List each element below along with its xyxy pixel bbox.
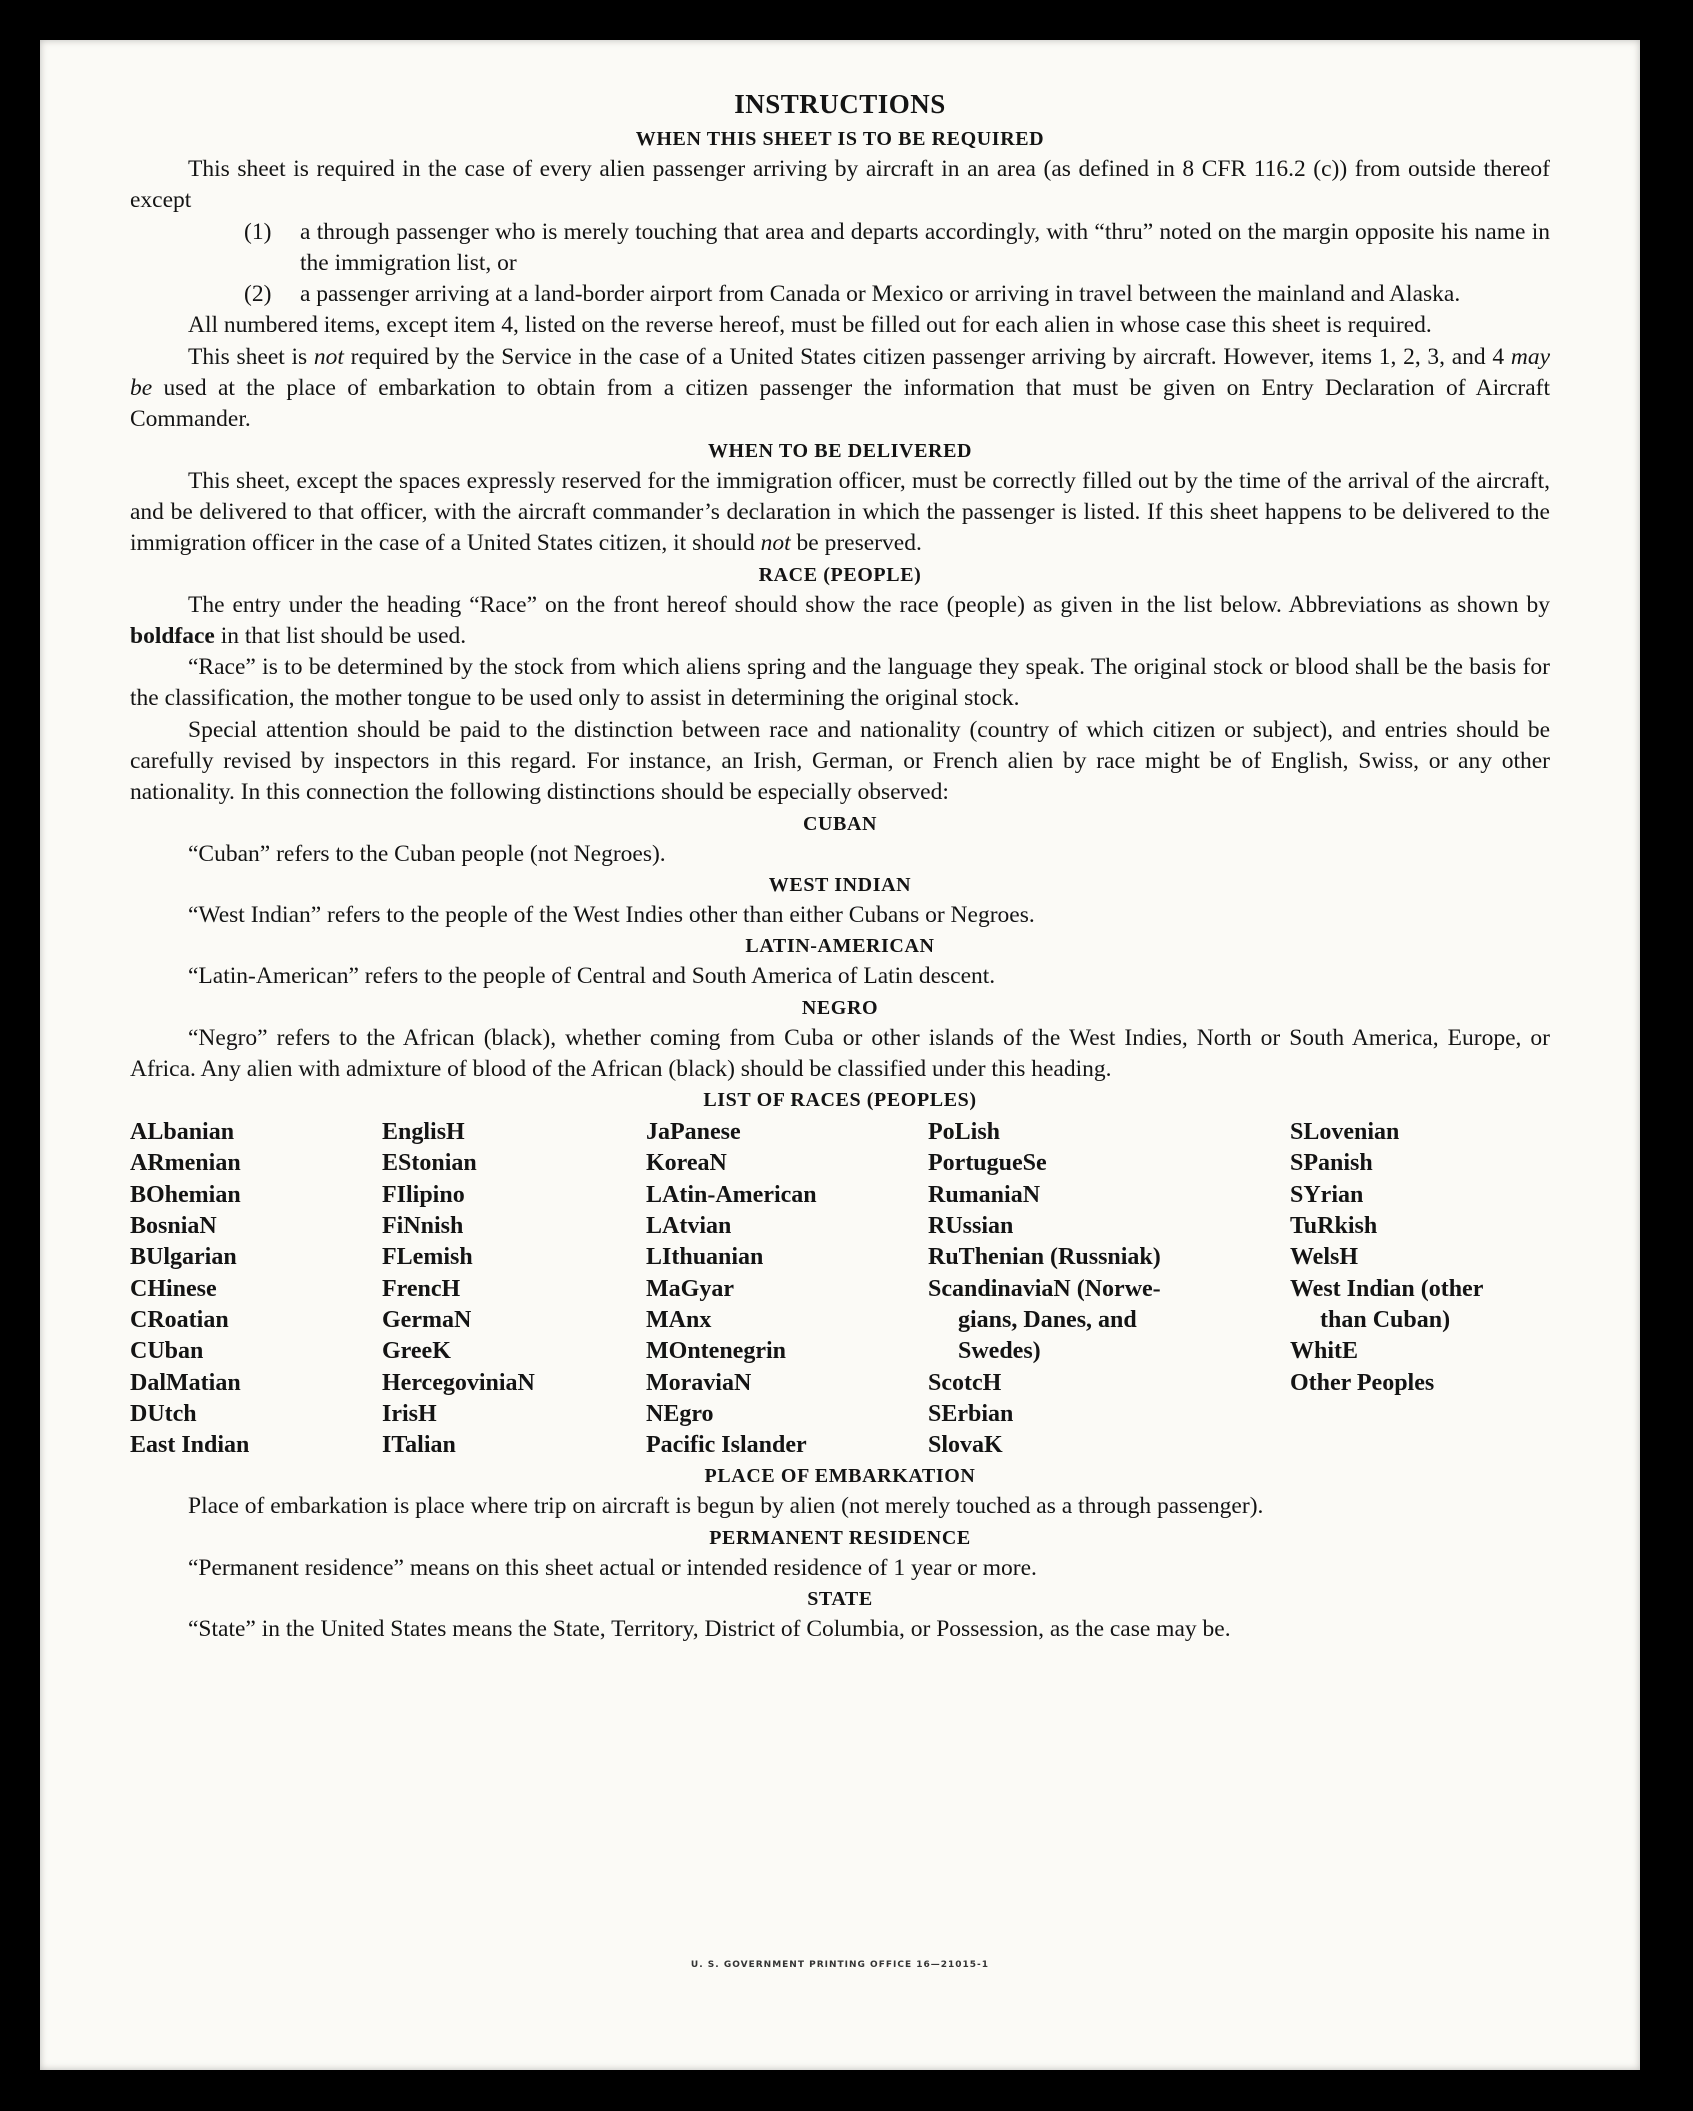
definition-state: “State” in the United States means the State, Territory, District of Columbia, or Possession, as the case may be.	[188, 1615, 1231, 1642]
race-entry: DUtch	[130, 1400, 197, 1427]
race-entry: LAtvian	[646, 1213, 732, 1240]
race-entry: PoLish	[928, 1119, 1001, 1146]
race-entry-continuation: gians, Danes, and	[958, 1306, 1137, 1333]
race-entry: BOhemian	[130, 1181, 241, 1208]
race-entry: ALbanian	[130, 1119, 235, 1146]
race-entry: FiNnish	[382, 1213, 464, 1240]
heading-latin-american: LATIN-AMERICAN	[745, 935, 935, 958]
race-entry: GreeK	[382, 1338, 451, 1365]
race-entry: CUban	[130, 1338, 204, 1365]
race-entry: RumaniaN	[928, 1181, 1041, 1208]
definition-west-indian: “West Indian” refers to the people of the West Indies other than either Cubans or Negroes.	[188, 901, 1035, 928]
paragraph-delivery: This sheet, except the spaces expressly reserved for the immigration officer, must be correctly filled out by the time of the arrival of the aircraft, and be delivered to that officer, with the aircraft commander’s declaration in which the passenger is listed. If this sheet happens to be delivered to the immigration officer in the case of a United States citizen, it should not be preserved.	[130, 467, 1550, 557]
paragraph-citizen: This sheet is not required by the Service in the case of a United States citizen passenger arriving by aircraft. However, items 1, 2, 3, and 4 may be used at the place of embarkation to obtain from a citizen passenger the information that must be given on Entry Declaration of Aircraft Commander.	[130, 343, 1550, 433]
race-entry: HercegoviniaN	[382, 1369, 535, 1396]
definition-permanent-residence: “Permanent residence” means on this sheet actual or intended residence of 1 year or more.	[188, 1554, 1037, 1581]
race-entry: MAnx	[646, 1306, 712, 1333]
race-entry-continuation: than Cuban)	[1320, 1306, 1451, 1333]
race-entry: ITalian	[382, 1432, 456, 1459]
race-entry: West Indian (other	[1290, 1275, 1484, 1302]
heading-permanent-residence: PERMANENT RESIDENCE	[709, 1526, 971, 1549]
document-page	[40, 40, 1640, 2070]
exception-item	[130, 279, 1550, 310]
race-entry: SlovaK	[928, 1432, 1003, 1459]
definition-embarkation: Place of embarkation is place where trip on aircraft is begun by alien (not merely touched as a through passenger).	[188, 1493, 1264, 1520]
race-entry: CHinese	[130, 1275, 217, 1302]
race-entry: East Indian	[130, 1432, 250, 1459]
paragraph-race-determination: “Race” is to be determined by the stock from which aliens spring and the language they speak. The original stock or blood shall be the basis for the classification, the mother tongue to be used only to assist in determining the original stock.	[130, 654, 1550, 712]
race-entry: SLovenian	[1290, 1119, 1400, 1146]
races-column-3	[646, 1117, 928, 1461]
heading-state: STATE	[807, 1587, 873, 1610]
race-entry: MaGyar	[646, 1275, 734, 1302]
heading-negro: NEGRO	[801, 996, 879, 1019]
race-entry: EnglisH	[382, 1119, 465, 1146]
race-entry: SYrian	[1290, 1181, 1364, 1208]
race-entry: BUlgarian	[130, 1244, 237, 1271]
race-entry: TuRkish	[1290, 1213, 1378, 1240]
race-entry: NEgro	[646, 1400, 714, 1427]
exception-number: (1)	[244, 218, 272, 245]
race-entry: MoraviaN	[646, 1369, 752, 1396]
heading-west-indian: WEST INDIAN	[768, 873, 912, 896]
race-entry: KoreaN	[646, 1150, 727, 1177]
race-entry: BosniaN	[130, 1213, 217, 1240]
race-entry: RUssian	[928, 1213, 1014, 1240]
exception-number: (2)	[244, 281, 272, 308]
race-entry: DalMatian	[130, 1369, 241, 1396]
race-entry: WhitE	[1290, 1338, 1359, 1365]
race-entry: ScandinaviaN (Norwe-	[928, 1275, 1161, 1302]
race-entry: Other Peoples	[1290, 1369, 1435, 1396]
heading-when-required: WHEN THIS SHEET IS TO BE REQUIRED	[635, 128, 1045, 150]
race-entry: ScotcH	[928, 1369, 1002, 1396]
heading-cuban: CUBAN	[802, 812, 878, 835]
definition-negro: “Negro” refers to the African (black), whether coming from Cuba or other islands of the West Indies, North or South America, Europe, or Africa. Any alien with admixture of blood of the African (black) should be classified under this heading.	[130, 1024, 1550, 1082]
page-title: INSTRUCTIONS	[734, 89, 946, 119]
paragraph-numbered-items: All numbered items, except item 4, listed on the reverse hereof, must be filled out for each alien in whose case this sheet is required.	[188, 312, 1432, 339]
races-table	[130, 1117, 1550, 1461]
race-entry: FIlipino	[382, 1181, 465, 1208]
race-entry: LIthuanian	[646, 1244, 764, 1271]
exception-item	[130, 217, 1550, 280]
races-column-1	[130, 1117, 382, 1461]
race-entry: PortugueSe	[928, 1150, 1047, 1177]
races-column-5	[1290, 1117, 1550, 1461]
heading-when-delivered: WHEN TO BE DELIVERED	[707, 439, 973, 462]
heading-list-of-races: LIST OF RACES (PEOPLES)	[703, 1089, 977, 1112]
race-entry: EStonian	[382, 1150, 477, 1177]
heading-race: RACE (PEOPLE)	[758, 563, 922, 586]
race-entry: MOntenegrin	[646, 1338, 786, 1365]
race-entry: LAtin-American	[646, 1181, 817, 1208]
race-entry: GermaN	[382, 1306, 472, 1333]
definition-latin-american: “Latin-American” refers to the people of Central and South America of Latin descent.	[188, 963, 996, 990]
exception-text: a through passenger who is merely touching that area and departs accordingly, with “thru” noted on the margin opposite his name in the immigration list, or	[300, 218, 1550, 276]
race-entry: IrisH	[382, 1400, 437, 1427]
race-entry: JaPanese	[646, 1119, 741, 1146]
printer-imprint: U. S. GOVERNMENT PRINTING OFFICE 16—21015-1	[690, 1960, 990, 1970]
race-entry: SPanish	[1290, 1150, 1373, 1177]
paragraph-requirement: This sheet is required in the case of every alien passenger arriving by aircraft in an area (as defined in 8 CFR 116.2 (c)) from outside thereof except	[130, 156, 1550, 214]
race-entry: FLemish	[382, 1244, 473, 1271]
race-entry: RuThenian (Russniak)	[928, 1244, 1161, 1271]
instructions-body	[130, 84, 1550, 1645]
races-column-2	[382, 1117, 646, 1461]
paragraph-race-entry: The entry under the heading “Race” on the front hereof should show the race (people) as given in the list below. Abbreviations as shown by boldface in that list should be used.	[130, 591, 1550, 649]
race-entry: WelsH	[1290, 1244, 1359, 1271]
races-column-4	[928, 1117, 1290, 1461]
race-entry: CRoatian	[130, 1306, 229, 1333]
race-entry: FrencH	[382, 1275, 461, 1302]
race-entry-continuation: Swedes)	[958, 1338, 1041, 1365]
heading-embarkation: PLACE OF EMBARKATION	[704, 1465, 976, 1488]
race-entry: Pacific Islander	[646, 1432, 807, 1459]
definition-cuban: “Cuban” refers to the Cuban people (not Negroes).	[188, 840, 666, 867]
race-entry: ARmenian	[130, 1150, 241, 1177]
exception-text: a passenger arriving at a land-border airport from Canada or Mexico or arriving in travel between the mainland and Alaska.	[300, 281, 1461, 308]
race-entry: SErbian	[928, 1400, 1014, 1427]
paragraph-race-nationality: Special attention should be paid to the distinction between race and nationality (country of which citizen or subject), and entries should be carefully revised by inspectors in this regard. For instance, an Irish, German, or French alien by race might be of English, Swiss, or any other nationality. In this connection the following distinctions should be especially observed:	[130, 716, 1550, 806]
